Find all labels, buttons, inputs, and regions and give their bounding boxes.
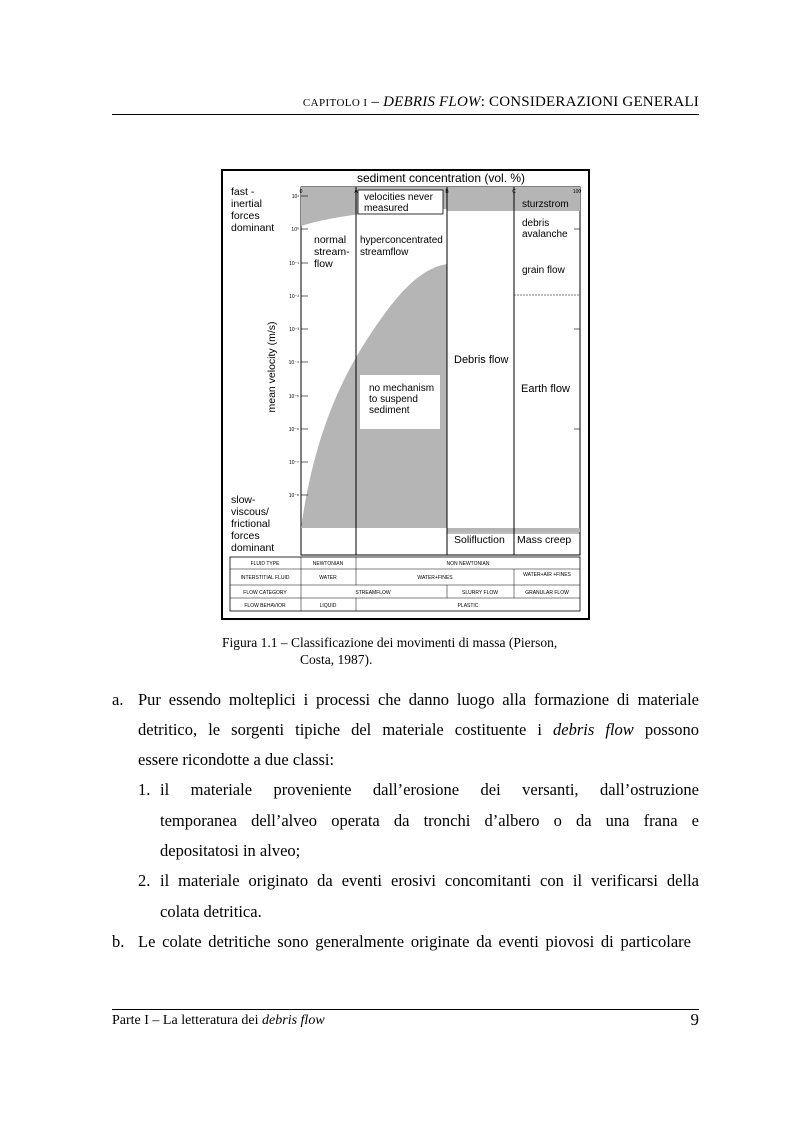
- item-b-line-1: Le colate detritiche sono generalmente originate da eventi piovosi di particolare: [138, 932, 691, 951]
- top-tick-100: 100: [572, 189, 582, 195]
- cell-water-air-fines: WATER+AIR +FINES: [523, 572, 571, 578]
- top-tick-a: A: [354, 189, 358, 195]
- item-a-line-2: detritico, le sorgenti tipiche del materiale costituente i debris flow possono: [138, 720, 699, 739]
- item-a-line-1: Pur essendo molteplici i processi che danno luogo alla formazione di materiale: [138, 690, 699, 709]
- item-1-line-1: il materiale proveniente dall’erosione dei versanti, dall’ostruzione: [160, 780, 699, 799]
- debris-flow-label: Debris flow: [454, 354, 509, 366]
- figure-frame: [221, 169, 590, 620]
- y-tick-label: 10⁻¹: [289, 261, 299, 267]
- italic-debris-flow: debris flow: [553, 720, 634, 739]
- row-label-fluid-type: FLUID TYPE: [250, 561, 280, 567]
- top-axis-label: sediment concentration (vol. %): [356, 171, 526, 185]
- y-tick-label: 10⁻³: [289, 327, 299, 333]
- earth-flow-label: Earth flow: [521, 383, 570, 395]
- cell-granular-flow: GRANULAR FLOW: [525, 590, 569, 596]
- row-label-flow-behavior: FLOW BEHAVIOR: [244, 603, 286, 609]
- mass-creep-label: Mass creep: [517, 534, 572, 546]
- cell-water: WATER: [319, 575, 337, 581]
- sturzstrom-label: sturzstrom: [522, 199, 569, 210]
- header-title-italic: DEBRIS FLOW: [383, 94, 481, 110]
- footer-title: Parte I – La letteratura dei debris flow: [112, 1013, 325, 1028]
- footer-italic: debris flow: [262, 1013, 325, 1028]
- behavior-table: [230, 557, 580, 611]
- normal-streamflow-label: normal stream- flow: [314, 234, 350, 270]
- y-axis-label: mean velocity (m/s): [266, 321, 278, 413]
- mass-movement-classification-figure: [223, 171, 588, 618]
- list-marker-2: 2.: [138, 871, 151, 890]
- solifluction-label: Solifluction: [454, 534, 505, 546]
- row-label-flow-category: FLOW CATEGORY: [243, 590, 287, 596]
- list-marker-b: b.: [112, 932, 125, 951]
- header-title-rest: : CONSIDERAZIONI GENERALI: [480, 94, 699, 110]
- list-marker-1: 1.: [138, 780, 151, 799]
- cell-non-newtonian: NON NEWTONIAN: [446, 561, 490, 567]
- y-tick-label: 10⁻⁵: [288, 394, 299, 400]
- velocities-never-measured-label: velocities never measured: [364, 192, 433, 214]
- chapter-label: CAPITOLO I: [302, 97, 368, 109]
- caption-line-2: Costa, 1987).: [300, 652, 373, 667]
- item-2-line-1: il materiale originato da eventi erosivi concomitanti con il verificarsi della: [160, 871, 699, 890]
- figure-caption: [222, 634, 602, 668]
- item-2-line-2: colata detritica.: [160, 902, 262, 921]
- list-marker-a: a.: [112, 690, 124, 709]
- item-1-line-3: depositatosi in alveo;: [160, 841, 301, 860]
- y-tick-label: 10⁻²: [289, 294, 299, 300]
- top-tick-b: B: [445, 189, 449, 195]
- y-tick-label: 10¹: [291, 194, 299, 200]
- cell-liquid: LIQUID: [319, 603, 337, 609]
- running-header: [112, 94, 699, 111]
- top-tick-0: 0: [299, 189, 303, 195]
- hyperconcentrated-label: hyperconcentrated streamflow: [360, 235, 443, 258]
- page-number: 9: [690, 1010, 699, 1029]
- no-mechanism-label: no mechanism to suspend sediment: [369, 383, 435, 416]
- y-tick-label: 10⁻⁷: [288, 460, 299, 466]
- cell-slurry-flow: SLURRY FLOW: [462, 590, 498, 596]
- grain-flow-label: grain flow: [522, 265, 565, 276]
- item-1-line-2: temporanea dell’alveo operata da tronchi d’albero o da una frana e: [160, 811, 699, 830]
- row-label-interstitial: INTERSTITIAL FLUID: [240, 575, 290, 581]
- footer-rule: [112, 1009, 699, 1010]
- y-tick-label: 10⁰: [291, 227, 299, 233]
- y-tick-label: 10⁻⁶: [288, 427, 299, 433]
- caption-line-1: Figura 1.1 – Classificazione dei movimenti di massa (Pierson,: [222, 635, 558, 650]
- cell-streamflow: STREAMFLOW: [355, 590, 391, 596]
- fast-inertial-note: fast - inertial forces dominant: [231, 186, 275, 234]
- slow-viscous-note: slow- viscous/ frictional forces dominant: [231, 494, 275, 554]
- header-dash: –: [367, 94, 384, 110]
- cell-water-fines: WATER+FINES: [417, 575, 453, 581]
- cell-plastic: PLASTIC: [457, 603, 479, 609]
- cell-newtonian: NEWTONIAN: [312, 561, 344, 567]
- header-rule: [112, 114, 699, 115]
- item-a-line-3: essere ricondotte a due classi:: [138, 750, 335, 769]
- debris-avalanche-label: debris avalanche: [522, 218, 568, 240]
- y-tick-label: 10⁻⁸: [288, 493, 299, 499]
- top-tick-c: C: [512, 189, 516, 195]
- y-tick-label: 10⁻⁴: [288, 360, 299, 366]
